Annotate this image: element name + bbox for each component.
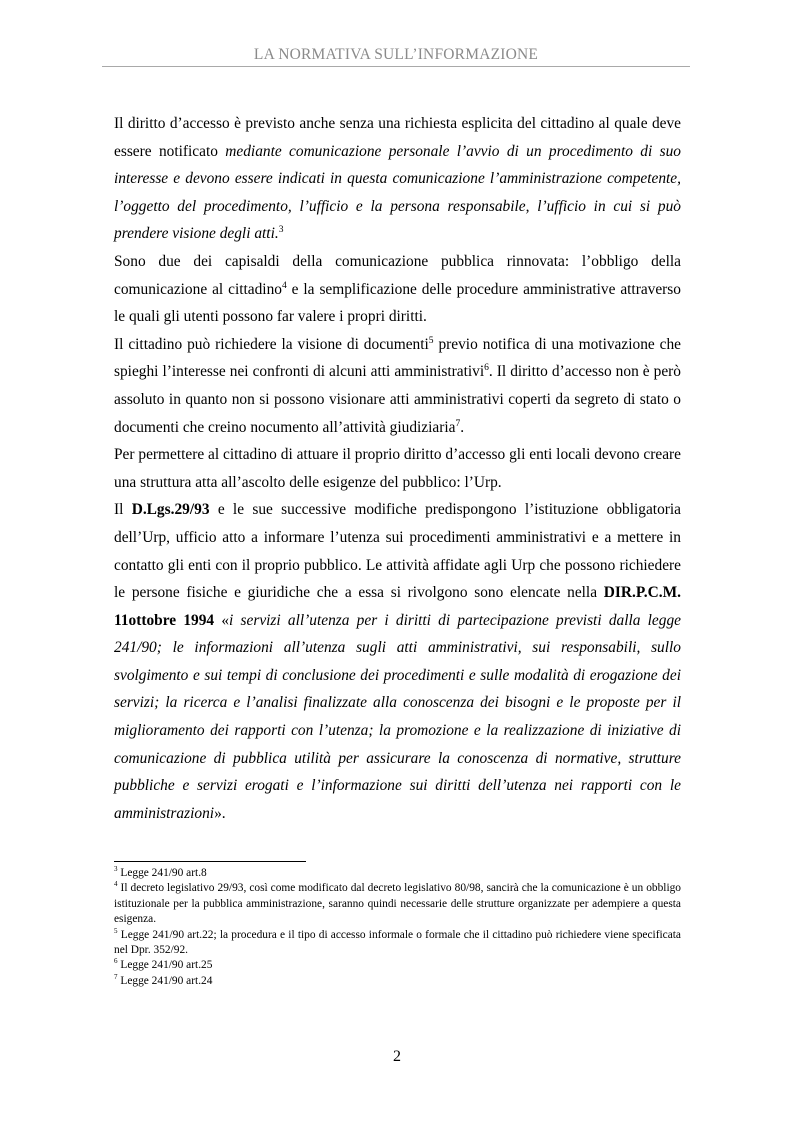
footnote-ref-6: 6 [484,362,489,374]
law-reference-dirpcm: DIR.P.C.M. 11ottobre 1994 [114,584,681,629]
paragraph-5: Il D.Lgs.29/93 e le sue successive modifiche predispongono l’istituzione obbligatoria dell’Urp, ufficio atto a informare l’utenza sui procedimenti amministrativi e a mettere in contatto gli enti con il proprio pubblico. Le attività affidate agli Urp che possono richiedere le persone fisiche e giuridiche che a essa si rivolgono sono elencate nella DIR.P.C.M. 11ottobre 1994 «i servizi all’utenza per i diritti di partecipazione previsti dalla legge 241/90; le informazioni all’utenza sugli atti amministrativi, sui responsabili, sullo svolgimento e sui tempi di conclusione dei procedimenti e sulle modalità di erogazione dei servizi; la ricerca e l’analisi finalizzate alla conoscenza dei bisogni e le proposte per il miglioramento dei rapporti con l’utenza; la promozione e la realizzazione di iniziative di comunicazione di pubblica utilità per assicurare la conoscenza di normative, strutture pubbliche e servizi erogati e l’informazione sui diritti dell’utenza nei rapporti con le amministrazioni». [114,501,682,822]
footnote-5: $^5$ Legge 241/90 art.22; la procedura e il tipo di accesso informale o formale che il cittadino può richiedere viene specificata nel Dpr. 352/92. [114,926,681,957]
paragraph-3: Il cittadino può richiedere la visione di documenti$^5$ previo notifica di una motivazione che spieghi l’interesse nei confronti di alcuni atti amministrativi$^6$. Il diritto d’accesso non è però assoluto in quanto non si possono visionare atti amministrativi coperti da segreto di stato o documenti che creino nocumento all’attività giudiziaria$^7$. [114,334,682,436]
footnote-ref-4: 4 [281,279,287,291]
page-number: 2 [393,1048,401,1065]
footnote-ref-5: 5 [428,334,434,346]
footnote-4: $^4$ Il decreto legislativo 29/93, così come modificato dal decreto legislativo 80/98, sancirà che la comunicazione è un obbligo istituzionale per la pubblica amministrazione, saranno quindi necessarie delle strutture organizzate per adempiere a questa esigenza. [114,880,681,926]
running-header: LA NORMATIVA SULL’INFORMAZIONE [253,46,539,63]
main-text [114,110,681,827]
paragraph-2: Sono due dei capisaldi della comunicazione pubblica rinnovata: l’obbligo della comunicazione al cittadino$^4$ e la semplificazione delle procedure amministrative attraverso le quali gli utenti possono far valere i propri diritti. [114,252,681,326]
footnote-separator [114,861,306,862]
header-rule [102,66,690,67]
footnote-6: $^6$ Legge 241/90 art.25 [114,957,213,972]
paragraph-1: Il diritto d’accesso è previsto anche senza una richiesta esplicita del cittadino al quale deve essere notificato mediante comunicazione personale l’avvio di un procedimento di suo interesse e devono essere indicati in questa comunicazione l’amministrazione competente, l’oggetto del procedimento, l’ufficio e la persona responsabile, l’ufficio in cui si può prendere visione degli atti.$^3$ [114,115,681,243]
footnote-ref-7: 7 [455,417,461,429]
quoted-directive: i servizi all’utenza per i diritti di partecipazione previsti dalla legge 241/90; le informazioni all’utenza sugli atti amministrativi, sui responsabili, sullo svolgimento e sui tempi di conclusione dei procedimenti e sulle modalità di erogazione dei servizi; la ricerca e l’analisi finalizzate alla conoscenza dei bisogni e le proposte per il miglioramento dei rapporti con l’utenza; la promozione e la realizzazione di iniziative di comunicazione di pubblica utilità per assicurare la conoscenza di normative, strutture pubbliche e servizi erogati e l’informazione sui diritti dell’utenza nei rapporti con le amministrazioni [114,611,681,822]
law-reference-dlgs: D.Lgs.29/93 [131,501,210,519]
footnote-3: $^3$ Legge 241/90 art.8 [114,865,207,879]
footnote-ref-3: 3 [278,224,284,236]
footnote-7: $^7$ Legge 241/90 art.24 [114,973,213,987]
footnotes [114,866,681,989]
paragraph-4: Per permettere al cittadino di attuare il proprio diritto d’accesso gli enti locali devono creare una struttura atta all’ascolto delle esigenze del pubblico: l’Urp. [114,446,681,491]
